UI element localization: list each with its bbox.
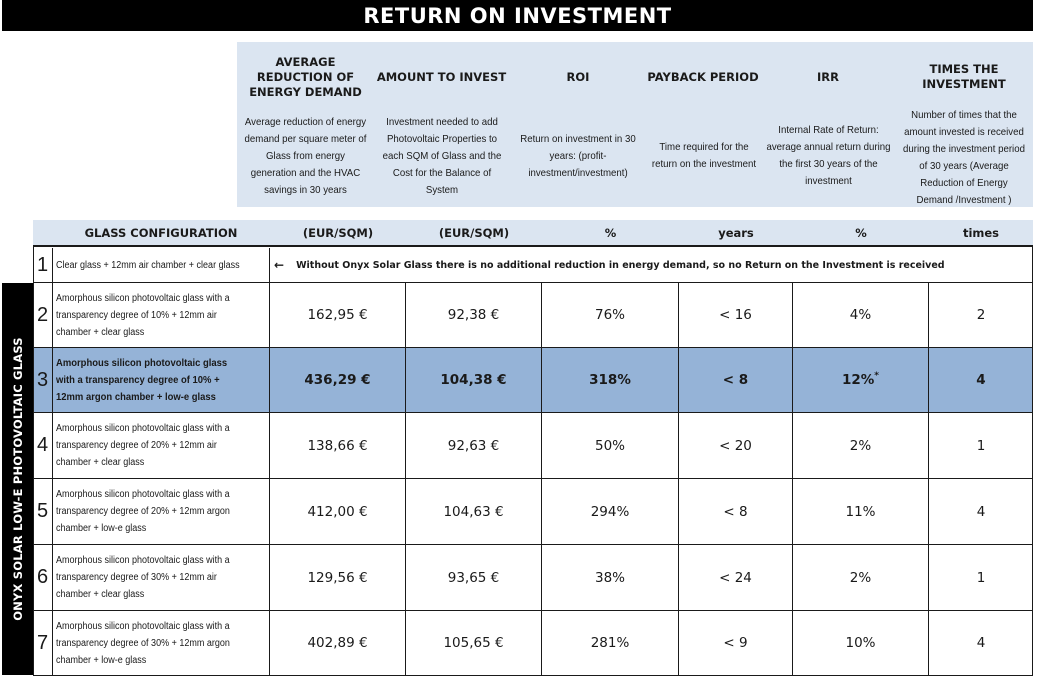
baseline-note: ← Without Onyx Solar Glass there is no additional reduction in energy demand, so no Return on the Investment is received <box>274 258 945 272</box>
col-title-reduction: AVERAGE REDUCTION OF ENERGY DEMAND <box>249 54 362 99</box>
cell-roi: 318% <box>542 348 679 412</box>
cell-reduction: 436,29 € <box>270 348 406 412</box>
cell-irr: 4% <box>793 283 929 347</box>
col-desc-times: Number of times that the amount invested is received during the investment period of 30 years (Average Reduction of Energy Demand /Investment ) <box>903 109 1025 206</box>
cell-reduction: 162,95 € <box>270 283 406 347</box>
cell-invest: 92,63 € <box>406 413 542 478</box>
cell-times: 1 <box>976 437 986 454</box>
cell-reduction: 412,00 € <box>270 479 406 544</box>
sidebar-label: ONYX SOLAR LOW-E PHOTOVOLTAIC GLASS <box>2 283 33 675</box>
cell-payback: < 16 <box>679 283 793 347</box>
grid-line <box>33 282 1033 283</box>
table-row <box>33 283 1033 347</box>
col-desc-irr: Internal Rate of Return: average annual return during the first 30 years of the investment <box>766 124 891 187</box>
cell-invest: 104,63 € <box>406 479 542 544</box>
cell-payback: < 9 <box>679 611 793 675</box>
row-number: 2 <box>36 303 49 326</box>
left-arrow-icon: ← <box>274 258 285 272</box>
cell-invest: 104,38 € <box>406 348 542 412</box>
cell-irr: 11% <box>793 479 929 544</box>
row-config: Clear glass + 12mm air chamber + clear glass <box>52 248 270 282</box>
cell-roi: 281% <box>542 611 679 675</box>
cell-invest: 105,65 € <box>406 611 542 675</box>
col-title-roi: ROI <box>566 69 590 84</box>
cell-payback: < 8 <box>679 479 793 544</box>
page-title: RETURN ON INVESTMENT <box>2 0 1033 31</box>
cell-payback: < 20 <box>679 413 793 478</box>
col-title-times: TIMES THE INVESTMENT <box>922 62 1006 91</box>
cell-times: 4 <box>976 372 986 388</box>
table-row <box>33 413 1033 478</box>
col-desc-payback: Time required for the return on the investment <box>651 141 757 170</box>
cell-irr: 2% <box>793 545 929 610</box>
row-number: 6 <box>36 566 49 588</box>
col-title-irr: IRR <box>817 69 839 84</box>
unit-header-row <box>33 220 1033 247</box>
table-row-baseline <box>33 248 1033 282</box>
col-title-payback: PAYBACK PERIOD <box>647 69 759 84</box>
config-header: GLASS CONFIGURATION <box>84 225 238 240</box>
unit-reduction: (EUR/SQM) <box>302 225 374 240</box>
row-number: 4 <box>36 434 49 456</box>
table-row <box>33 545 1033 610</box>
cell-times: 4 <box>976 503 986 520</box>
grid-line <box>33 675 1033 676</box>
cell-times: 2 <box>976 307 986 323</box>
col-desc-reduction: Average reduction of energy demand per square meter of Glass from energy generation and the HVAC savings in 30 years <box>244 115 367 196</box>
cell-irr: 2% <box>793 413 929 478</box>
cell-roi: 76% <box>542 283 679 347</box>
cell-invest: 92,38 € <box>406 283 542 347</box>
row-number: 5 <box>36 500 49 522</box>
cell-times: 1 <box>976 569 986 586</box>
table-row-highlighted <box>33 348 1033 412</box>
row-config: Amorphous silicon photovoltaic glass with a transparency degree of 30% + 12mm argon chamber + low-e glass <box>52 611 270 675</box>
grid-line <box>33 247 34 676</box>
unit-roi: % <box>604 225 617 240</box>
unit-payback: years <box>718 225 754 240</box>
grid-line <box>33 544 1033 545</box>
grid-line <box>33 412 1033 413</box>
row-config: Amorphous silicon photovoltaic glass with a transparency degree of 10% + 12mm air chamber + clear glass <box>52 283 270 347</box>
cell-invest: 93,65 € <box>406 545 542 610</box>
cell-payback: < 24 <box>679 545 793 610</box>
row-number: 1 <box>36 253 49 276</box>
grid-line <box>33 610 1033 611</box>
unit-invest: (EUR/SQM) <box>438 225 510 240</box>
grid-line <box>1032 247 1033 676</box>
cell-times: 4 <box>976 635 986 651</box>
row-number: 3 <box>36 368 49 391</box>
grid-line <box>33 478 1033 479</box>
cell-irr: 12% * <box>793 348 929 412</box>
col-desc-roi: Return on investment in 30 years: (profit-investment/investment) <box>520 132 636 179</box>
row-number: 7 <box>36 631 49 654</box>
col-desc-invest: Investment needed to add Photovoltaic Properties to each SQM of Glass and the Cost for the Balance of System <box>382 115 502 196</box>
row-config: Amorphous silicon photovoltaic glass with a transparency degree of 30% + 12mm air chamber + clear glass <box>52 545 270 610</box>
cell-roi: 38% <box>542 545 679 610</box>
unit-irr: % <box>855 225 867 240</box>
col-title-invest: AMOUNT TO INVEST <box>376 69 507 84</box>
table-row <box>33 611 1033 675</box>
unit-times: times <box>962 225 1000 240</box>
cell-irr: 10% <box>793 611 929 675</box>
row-config: Amorphous silicon photovoltaic glass with a transparency degree of 20% + 12mm argon chamber + low-e glass <box>52 479 270 544</box>
cell-reduction: 402,89 € <box>270 611 406 675</box>
cell-payback: < 8 <box>679 348 793 412</box>
cell-reduction: 129,56 € <box>270 545 406 610</box>
row-config: Amorphous silicon photovoltaic glass with a transparency degree of 20% + 12mm air chamber + clear glass <box>52 413 270 478</box>
cell-roi: 50% <box>542 413 679 478</box>
cell-reduction: 138,66 € <box>270 413 406 478</box>
cell-roi: 294% <box>542 479 679 544</box>
row-config: Amorphous silicon photovoltaic glass with a transparency degree of 10% + 12mm argon chamber + low-e glass <box>52 348 270 412</box>
grid-line <box>33 347 1033 348</box>
table-row <box>33 479 1033 544</box>
